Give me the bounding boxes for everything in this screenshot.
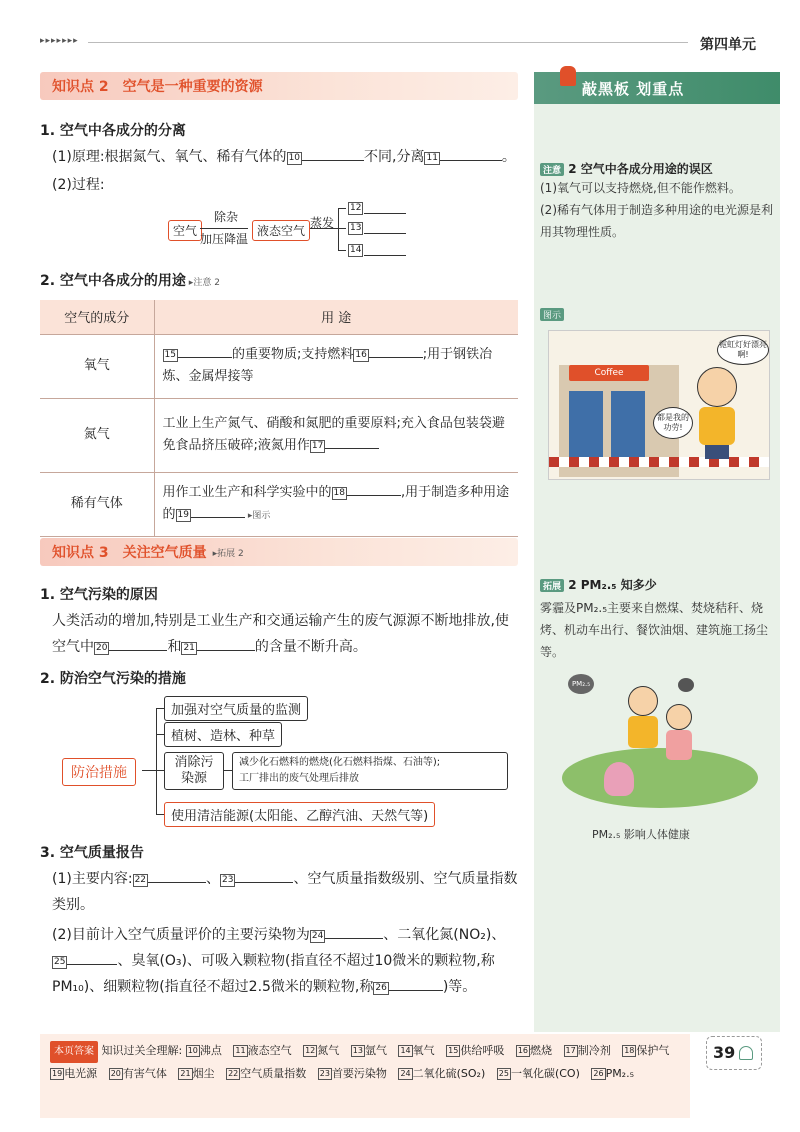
answer-number: 16 (517, 1046, 529, 1055)
extension-2-text: 雾霾及PM₂.₅主要来自燃煤、焚烧秸秆、烧烤、机动车出行、餐饮油烟、建筑施工扬尘等。 (540, 601, 769, 659)
shop-window-left (569, 391, 603, 461)
measure-eliminate-source: 消除污染源 (164, 752, 224, 790)
col-header-component: 空气的成分 (40, 300, 154, 334)
note-2-point-2: (2)稀有气体用于制造多种用途的电光源是利用其物理性质。 (540, 203, 773, 239)
answers-footer (40, 1034, 690, 1118)
pm25-particle-icon (678, 678, 694, 692)
header-decoration: ▸▸▸▸▸▸▸ (40, 36, 79, 46)
row-use-text-a: 用作工业生产和科学实验中的 (162, 484, 332, 500)
page-number (706, 1036, 762, 1070)
speech-bubble-gas: 都是我的功劳! (653, 407, 693, 439)
row-ref-text: 图示 (252, 510, 271, 521)
answer-item (398, 1044, 434, 1057)
report-l2-a: (2)目前计入空气质量评价的主要污染物为 (52, 927, 310, 943)
answer-number: 24 (400, 1069, 411, 1078)
blank-number: 24 (311, 931, 324, 941)
grass-patch (562, 748, 758, 808)
answer-text: 保护气 (636, 1044, 670, 1057)
answer-text: 有害气体 (122, 1067, 167, 1080)
note-2-block (540, 160, 776, 243)
extension-2-block (540, 576, 776, 663)
diagram-liquid-air: 液态空气 (252, 220, 310, 241)
answer-item (497, 1067, 580, 1080)
measure-eliminate-details (232, 752, 508, 790)
subheading-separation: 1. 空气中各成分的分离 (40, 123, 186, 139)
answer-item (446, 1044, 504, 1057)
section-2-title: 空气是一种重要的资源 (122, 79, 263, 95)
blank-number: 17 (311, 441, 324, 451)
coffee-sign: Coffee (569, 365, 649, 381)
answer-item (109, 1067, 167, 1080)
answer-text: PM₂.₅ (605, 1067, 635, 1080)
answer-number: 10 (187, 1046, 198, 1055)
uses-heading-text: 2. 空气中各成分的用途 (40, 273, 186, 289)
boy-legs (705, 445, 729, 459)
air-report-pollutants (52, 922, 520, 1000)
blank-number: 23 (222, 875, 234, 885)
pm25-particle-icon: PM₂.₅ (568, 674, 594, 694)
subheading-pollution-cause: 1. 空气污染的原因 (40, 587, 158, 603)
boy-body (699, 407, 735, 445)
answer-number: 21 (180, 1069, 191, 1078)
answer-text: 氩气 (364, 1044, 387, 1057)
flask-icon (739, 1046, 753, 1060)
answer-blank[interactable] (302, 160, 364, 161)
answer-number: 25 (498, 1069, 509, 1078)
answer-number: 26 (593, 1069, 604, 1078)
lungs-character (604, 762, 634, 796)
diagram-air: 空气 (168, 220, 202, 241)
row-use (154, 334, 518, 398)
prevention-diagram (60, 694, 520, 832)
blank-number: 26 (375, 983, 387, 993)
section-3-ref-text: 拓展 2 (217, 548, 244, 559)
extension-2-title: 2 PM₂.₅ 知多少 (568, 578, 657, 592)
answer-blank[interactable] (325, 448, 379, 449)
diagram-arrow-2 (310, 228, 338, 229)
row-name: 氮气 (40, 398, 154, 472)
tree-branch-1 (156, 708, 164, 709)
answer-text: 沸点 (199, 1044, 222, 1057)
neon-light-illustration (548, 330, 770, 480)
principle-text-a: (1)原理:根据氮气、氧气、稀有气体的 (52, 149, 287, 165)
blank-number: 20 (96, 643, 108, 653)
section-3-ref: ▸拓展 2 (212, 548, 244, 559)
answer-blank[interactable] (364, 200, 406, 214)
subheading-air-report: 3. 空气质量报告 (40, 845, 144, 861)
table-row (40, 472, 518, 536)
tree-branch-2 (156, 734, 164, 735)
answers-tag: 本页答案 (50, 1041, 98, 1063)
air-report-contents (52, 866, 520, 918)
detail-factory: 工厂排出的废气处理后排放 (239, 773, 359, 784)
report-l2-d: )等。 (442, 979, 477, 995)
answers-lead: 知识过关全理解: (101, 1044, 183, 1057)
table-row (40, 398, 518, 472)
answer-item (398, 1067, 485, 1080)
section-3-tag: 知识点 3 (52, 545, 109, 561)
page-number-text: 39 (713, 1043, 736, 1062)
blank-number: 13 (350, 223, 362, 233)
unit-title: 第四单元 (700, 37, 756, 53)
uses-ref-text: 注意 2 (193, 278, 220, 288)
answer-blank[interactable] (191, 517, 245, 518)
sidebar-header (534, 72, 780, 104)
tree-branch-4 (156, 814, 164, 815)
answer-blank[interactable] (148, 882, 206, 883)
answer-item (233, 1044, 291, 1057)
note-2-heading (540, 160, 776, 177)
answer-blank[interactable] (369, 357, 423, 358)
answer-item (564, 1044, 611, 1057)
curb-stripe (549, 457, 770, 467)
report-l1-b: 、 (206, 871, 221, 887)
answer-text: 制冷剂 (577, 1044, 611, 1057)
cause-text-b: 和 (167, 639, 182, 655)
answer-number: 19 (52, 1069, 63, 1078)
separation-process-label: (2)过程: (52, 177, 105, 193)
principle-text-c: 。 (501, 149, 516, 165)
blank-number: 14 (350, 245, 362, 255)
answer-item (303, 1044, 339, 1057)
answer-item (186, 1044, 222, 1057)
extension-2-heading (540, 576, 776, 593)
figure-tag-wrap (540, 306, 564, 322)
section-3-title: 关注空气质量 (122, 545, 207, 561)
principle-text-b: 不同,分离 (364, 149, 425, 165)
report-l1-a: (1)主要内容: (52, 871, 133, 887)
answer-item (516, 1044, 552, 1057)
separation-principle (52, 144, 516, 170)
blank-number: 10 (288, 153, 301, 163)
answer-item (591, 1067, 634, 1080)
diagram-branch-mid (338, 228, 346, 229)
answer-text: 电光源 (64, 1067, 98, 1080)
blank-number: 22 (134, 875, 147, 885)
answer-text: 首要污染物 (331, 1067, 387, 1080)
extension-2-tag: 拓展 (540, 579, 564, 592)
report-l2-c: 、臭氧(O₃)、可吸入颗粒物(指直径不超过10微米的颗粒物,称PM₁₀)、细颗粒物(指直径不超过2.5微米的颗粒物,称 (52, 953, 495, 995)
col-header-use: 用 途 (154, 300, 518, 334)
answer-number: 20 (110, 1069, 121, 1078)
answer-text: 液态空气 (247, 1044, 292, 1057)
boy-body (628, 716, 658, 748)
tree-root-connector (142, 770, 156, 771)
pollution-cause-text (52, 608, 520, 660)
blank-number: 25 (54, 957, 66, 967)
answer-blank[interactable] (197, 650, 255, 651)
answer-blank[interactable] (67, 964, 117, 965)
answer-blank[interactable] (364, 242, 406, 256)
note-2-tag: 注意 (540, 163, 564, 176)
answer-text: 供给呼吸 (460, 1044, 505, 1057)
answer-item (50, 1067, 97, 1080)
row-use-text-a: 工业上生产氮气、硝酸和氮肥的重要原料;充入食品包装袋避免食品挤压破碎;液氮用作 (162, 416, 505, 453)
row-use (154, 472, 518, 536)
answer-item (226, 1067, 306, 1080)
measure-planting: 植树、造林、种草 (164, 722, 282, 747)
answer-text: 空气质量指数 (240, 1067, 307, 1080)
blank-number: 19 (177, 509, 189, 520)
uses-table-wrap (40, 300, 518, 537)
measure-clean-energy: 使用清洁能源(太阳能、乙醇汽油、天然气等) (164, 802, 435, 827)
answer-text: 燃烧 (530, 1044, 553, 1057)
row-ref: ▸图示 (244, 510, 271, 521)
row-use (154, 398, 518, 472)
cause-text-c: 的含量不断升高。 (254, 639, 367, 655)
diagram-step2: 蒸发 (310, 216, 335, 230)
blank-number: 12 (350, 203, 362, 213)
row-name: 稀有气体 (40, 472, 154, 536)
table-header-row (40, 300, 518, 334)
row-name: 氧气 (40, 334, 154, 398)
answer-text: 氮气 (317, 1044, 340, 1057)
answer-number: 14 (400, 1046, 411, 1055)
answer-number: 13 (352, 1046, 363, 1055)
answer-number: 23 (319, 1069, 330, 1078)
girl-head (666, 704, 692, 730)
answer-number: 18 (624, 1046, 635, 1055)
row-use-text-b: ;用于钢铁冶炼、金属焊接等 (162, 347, 493, 384)
section-2-tag: 知识点 2 (52, 79, 109, 95)
diagram-arrow-1 (200, 228, 248, 229)
answer-blank[interactable] (325, 938, 383, 939)
answer-number: 17 (565, 1046, 576, 1055)
table-row (40, 334, 518, 398)
pm25-caption: PM₂.₅ 影响人体健康 (592, 828, 690, 841)
section-3-header (40, 538, 518, 566)
answer-number: 12 (305, 1046, 316, 1055)
blank-number: 21 (183, 643, 195, 653)
sidebar-title: 敲黑板 划重点 (582, 79, 685, 98)
uses-ref: ▸注意 2 (185, 278, 220, 288)
answer-item (351, 1044, 387, 1057)
row-use-text-b: ,用于制造多种用途的 (162, 484, 510, 522)
answer-blank[interactable] (178, 357, 232, 358)
tree-trunk (156, 708, 157, 814)
answer-text: 氧气 (412, 1044, 435, 1057)
row-use-text-a: 的重要物质;支持燃料 (231, 347, 354, 362)
report-l2-b: 、二氧化氮(NO₂)、 (383, 927, 506, 943)
diagram-branch-top (338, 208, 346, 209)
header-rule (88, 42, 688, 43)
separation-process-diagram (160, 198, 420, 260)
blank-number: 16 (355, 350, 367, 360)
tree-branch-3 (156, 770, 164, 771)
diagram-branch (338, 208, 339, 250)
blank-number: 11 (426, 153, 438, 163)
note-2-title: 2 空气中各成分用途的误区 (568, 162, 713, 176)
boy-head (697, 367, 737, 407)
speech-bubble-boy: 霓虹灯好漂亮啊! (717, 335, 769, 365)
answer-text: 烟尘 (192, 1067, 215, 1080)
section-2-header (40, 72, 518, 100)
detail-fossil: 减少化石燃料的燃烧(化石燃料指煤、石油等); (239, 757, 441, 768)
answer-blank[interactable] (235, 882, 293, 883)
note-2-point-1: (1)氧气可以支持燃烧,但不能作燃料。 (540, 181, 741, 195)
answer-blank[interactable] (389, 990, 443, 991)
pm25-illustration (548, 668, 770, 816)
diagram-step1-bottom: 加压降温 (200, 232, 249, 246)
report-l1-c: 、空气质量指数级别、空气质量指数类别。 (52, 871, 518, 913)
blank-number: 15 (164, 350, 176, 360)
shop-window-right (611, 391, 645, 461)
answer-text: 一氧化碳(CO) (510, 1067, 580, 1080)
answer-blank[interactable] (364, 220, 406, 234)
answer-blank[interactable] (347, 495, 401, 496)
answer-text: 二氧化硫(SO₂) (412, 1067, 486, 1080)
answers-list (40, 1034, 690, 1091)
answer-number: 11 (235, 1046, 246, 1055)
boy-head (628, 686, 658, 716)
measure-monitor: 加强对空气质量的监测 (164, 696, 308, 721)
teacher-figure-icon (560, 66, 576, 86)
cause-text-a: 人类活动的增加,特别是工业生产和交通运输产生的废气源源不断地排放,使空气中 (52, 613, 509, 655)
answer-blank[interactable] (109, 650, 167, 651)
diagram-branch-bottom (338, 250, 346, 251)
tree-sub-connector (224, 770, 232, 771)
answer-number: 22 (228, 1069, 239, 1078)
uses-table (40, 300, 518, 537)
answer-item (178, 1067, 214, 1080)
subheading-uses (40, 270, 220, 290)
answer-item (318, 1067, 387, 1080)
girl-body (666, 730, 692, 760)
answer-number: 15 (448, 1046, 459, 1055)
prevention-root: 防治措施 (62, 758, 136, 786)
answer-blank[interactable] (440, 160, 502, 161)
answer-item (622, 1044, 669, 1057)
blank-number: 18 (333, 487, 345, 498)
subheading-prevention: 2. 防治空气污染的措施 (40, 671, 186, 687)
figure-tag: 图示 (540, 308, 564, 321)
diagram-step1-top: 除杂 (214, 210, 239, 224)
